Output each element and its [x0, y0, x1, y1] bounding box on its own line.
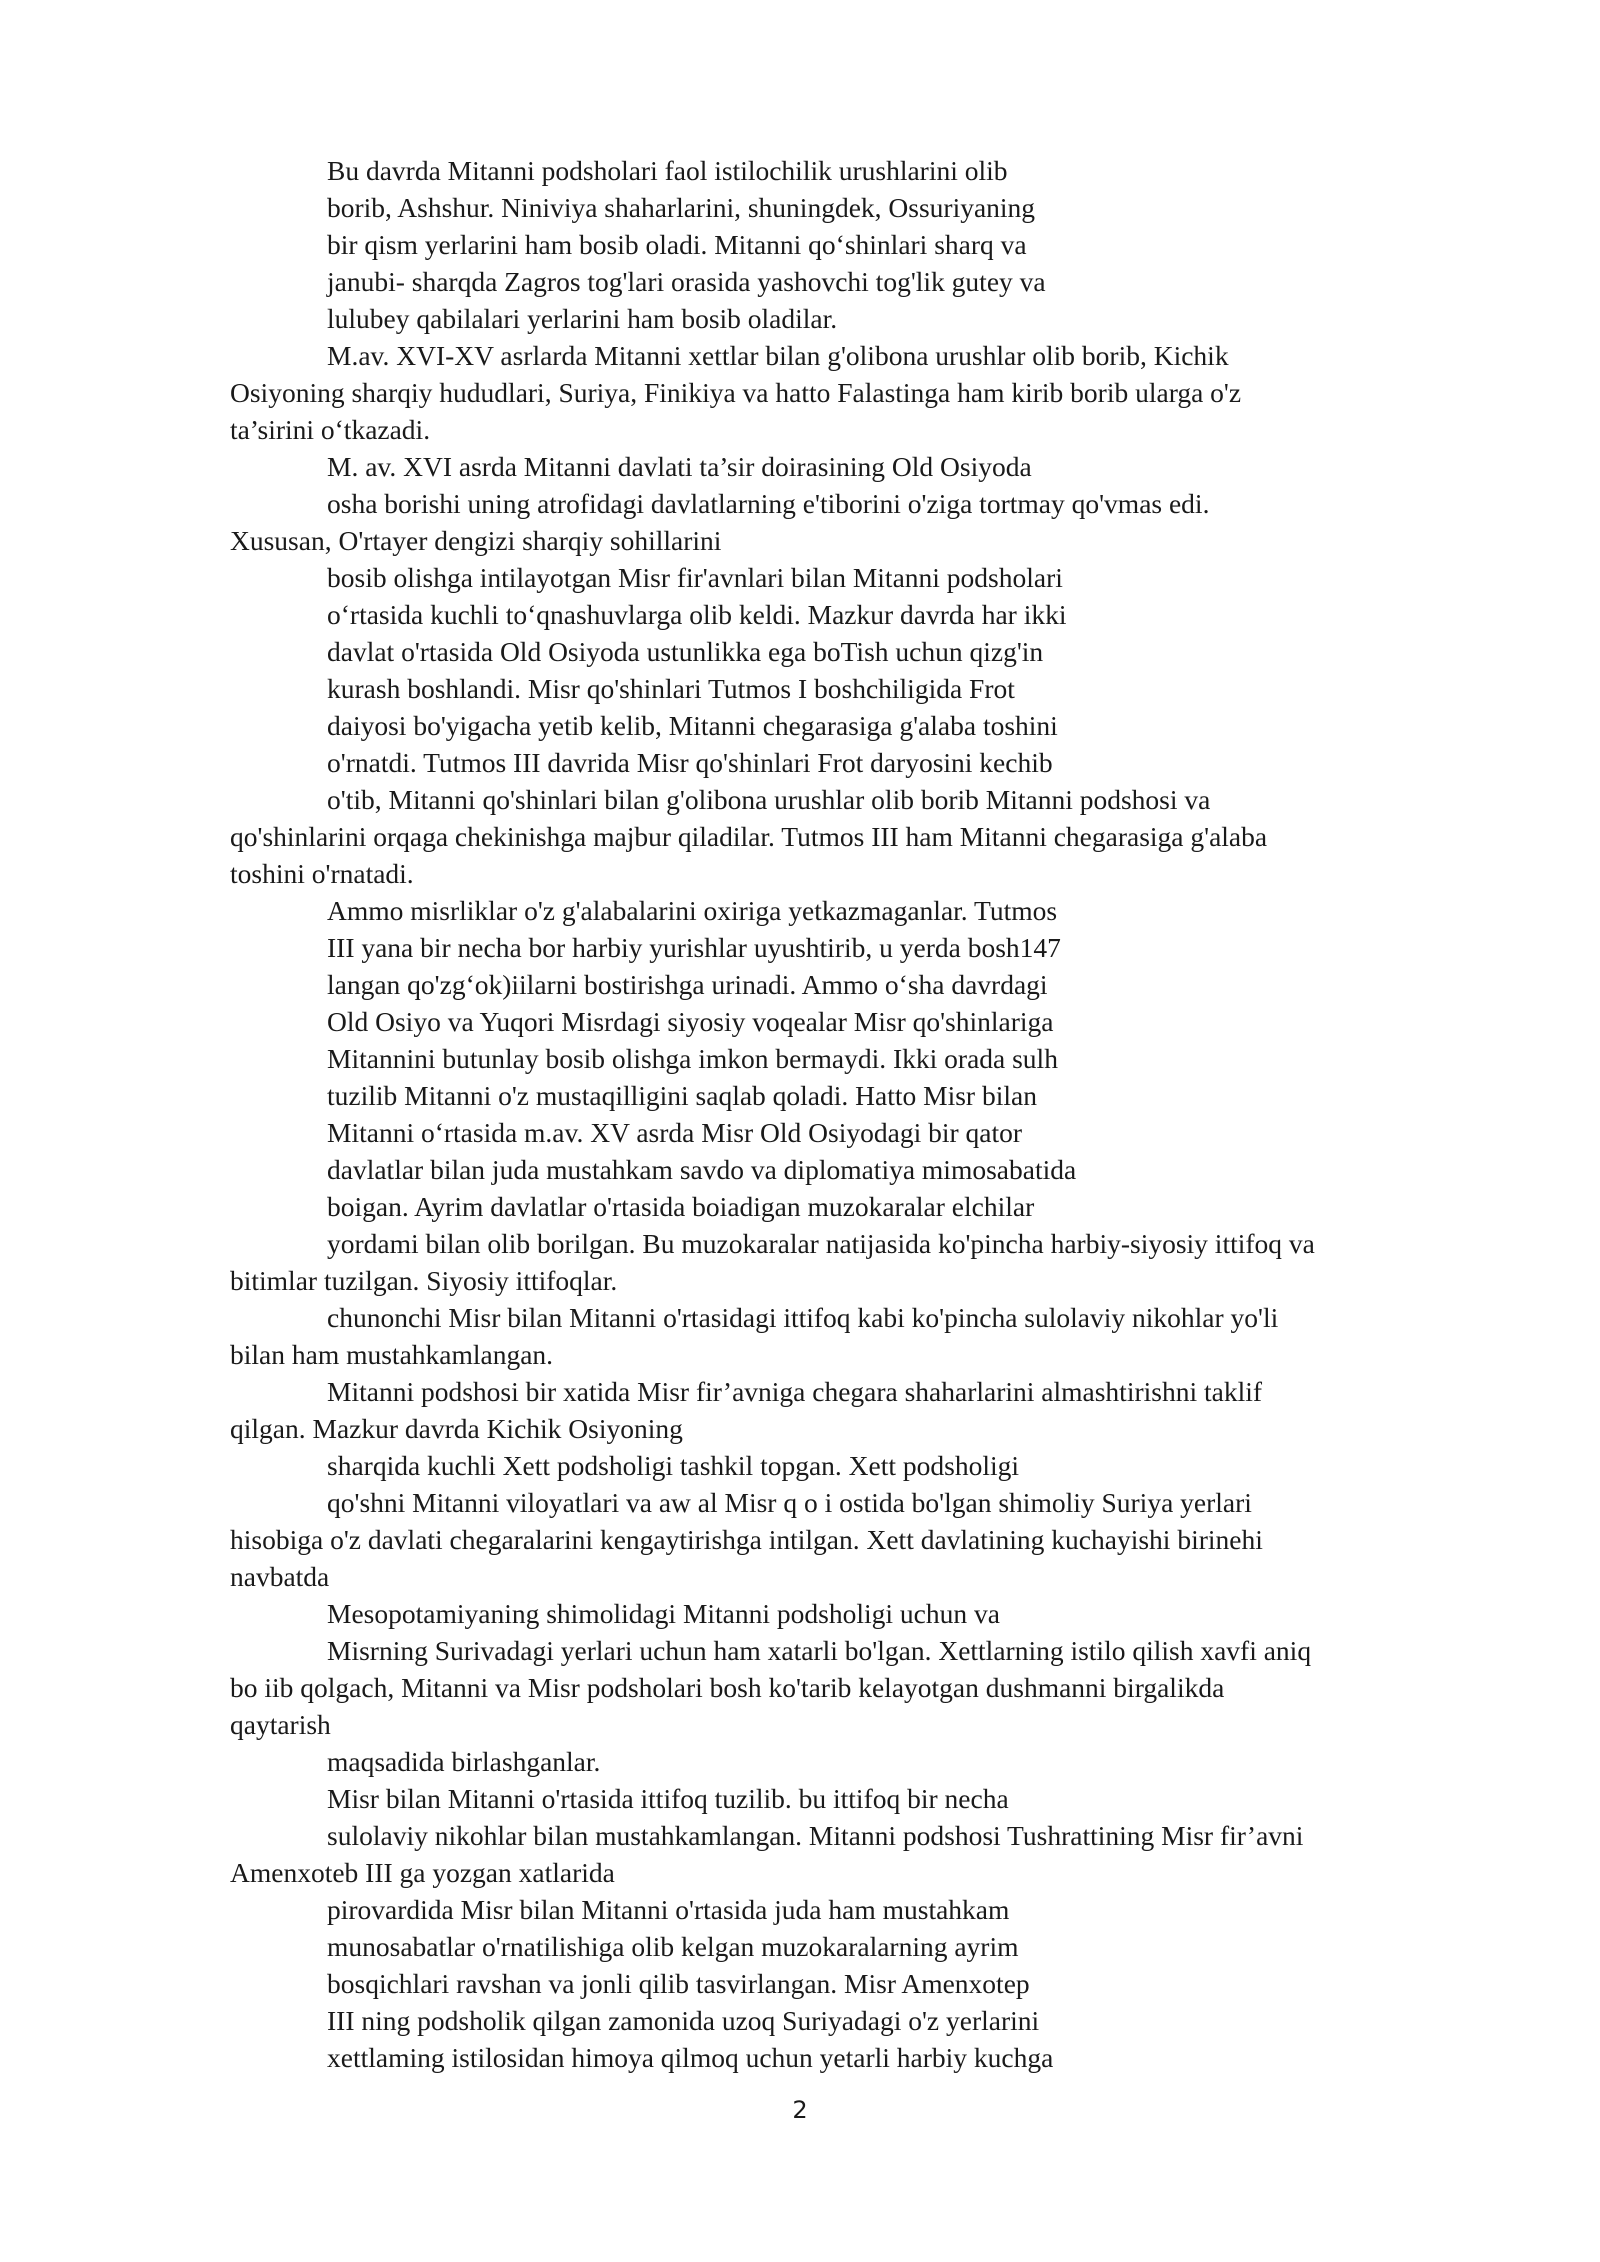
text-line: Osiyoning sharqiy hududlari, Suriya, Finikiya va hatto Falastinga ham kirib borib ularga o'z	[230, 377, 1242, 408]
text-line: III ning podsholik qilgan zamonida uzoq Suriyadagi o'z yerlarini	[327, 2005, 1040, 2036]
text-line: bo iib qolgach, Mitanni va Misr podsholari bosh ko'tarib kelayotgan dushmanni birgalikda	[230, 1672, 1225, 1703]
text-line: bitimlar tuzilgan. Siyosiy ittifoqlar.	[230, 1265, 618, 1296]
text-line: munosabatlar o'rnatilishiga olib kelgan muzokaralarning ayrim	[327, 1931, 1019, 1962]
text-line: qilgan. Mazkur davrda Kichik Osiyoning	[230, 1413, 683, 1444]
text-line: Ammo misrliklar o'z g'alabalarini oxiriga yetkazmaganlar. Tutmos	[327, 895, 1058, 926]
text-line: qaytarish	[230, 1709, 331, 1740]
text-line: bosqichlari ravshan va jonli qilib tasvirlangan. Misr Amenxotep	[327, 1968, 1030, 1999]
text-line: Old Osiyo va Yuqori Misrdagi siyosiy voqealar Misr qo'shinlariga	[327, 1006, 1054, 1037]
text-line: xettlaming istilosidan himoya qilmoq uchun yetarli harbiy kuchga	[327, 2042, 1054, 2073]
text-line: borib, Ashshur. Niniviya shaharlarini, shuningdek, Ossuriyaning	[327, 192, 1036, 223]
text-line: o'tib, Mitanni qo'shinlari bilan g'olibona urushlar olib borib Mitanni podshosi va	[327, 784, 1211, 815]
text-line: III yana bir necha bor harbiy yurishlar uyushtirib, u yerda bosh147	[327, 932, 1061, 963]
text-line: tuzilib Mitanni o'z mustaqilligini saqlab qoladi. Hatto Misr bilan	[327, 1080, 1037, 1111]
text-line: Mesopotamiyaning shimolidagi Mitanni podsholigi uchun va	[327, 1598, 1000, 1629]
text-line: langan qo'zg‘ok)iilarni bostirishga urinadi. Ammo o‘sha davrdagi	[327, 969, 1048, 1000]
text-line: sharqida kuchli Xett podsholigi tashkil topgan. Xett podsholigi	[327, 1450, 1020, 1481]
text-line: Misr bilan Mitanni o'rtasida ittifoq tuzilib. bu ittifoq bir necha	[327, 1783, 1009, 1814]
text-line: yordami bilan olib borilgan. Bu muzokaralar natijasida ko'pincha harbiy-siyosiy ittifoq va	[327, 1228, 1315, 1259]
text-line: Xususan, O'rtayer dengizi sharqiy sohillarini	[230, 525, 722, 556]
text-line: bir qism yerlarini ham bosib oladi. Mitanni qo‘shinlari sharq va	[327, 229, 1027, 260]
text-line: kurash boshlandi. Misr qo'shinlari Tutmos I boshchiligida Frot	[327, 673, 1015, 704]
page-number: 2	[792, 2096, 808, 2124]
text-line: lulubey qabilalari yerlarini ham bosib oladilar.	[327, 303, 838, 334]
text-line: janubi- sharqda Zagros tog'lari orasida yashovchi tog'lik gutey va	[327, 266, 1046, 297]
text-line: Mitanni podshosi bir xatida Misr fir’avniga chegara shaharlarini almashtirishni taklif	[327, 1376, 1263, 1407]
body-text	[230, 152, 1510, 2076]
text-line: Mitanni o‘rtasida m.av. XV asrda Misr Old Osiyodagi bir qator	[327, 1117, 1023, 1148]
text-line: qo'shni Mitanni viloyatlari va aw al Misr q o i ostida bo'lgan shimoliy Suriya yerlari	[327, 1487, 1252, 1518]
text-line: Bu davrda Mitanni podsholari faol istilochilik urushlarini olib	[327, 155, 1008, 186]
text-line: pirovardida Misr bilan Mitanni o'rtasida juda ham mustahkam	[327, 1894, 1010, 1925]
text-line: M. av. XVI asrda Mitanni davlati ta’sir doirasining Old Osiyoda	[327, 451, 1032, 482]
text-line: o'rnatdi. Tutmos III davrida Misr qo'shinlari Frot daryosini kechib	[327, 747, 1053, 778]
text-line: bosib olishga intilayotgan Misr fir'avnlari bilan Mitanni podsholari	[327, 562, 1063, 593]
text-line: bilan ham mustahkamlangan.	[230, 1339, 554, 1370]
text-line: Mitannini butunlay bosib olishga imkon bermaydi. Ikki orada sulh	[327, 1043, 1058, 1074]
text-line: davlatlar bilan juda mustahkam savdo va diplomatiya mimosabatida	[327, 1154, 1077, 1185]
text-line: chunonchi Misr bilan Mitanni o'rtasidagi ittifoq kabi ko'pincha sulolaviy nikohlar yo'li	[327, 1302, 1279, 1333]
text-line: Amenxoteb III ga yozgan xatlarida	[230, 1857, 615, 1888]
text-line: osha borishi uning atrofidagi davlatlarning e'tiborini o'ziga tortmay qo'vmas edi.	[327, 488, 1210, 519]
text-line: daiyosi bo'yigacha yetib kelib, Mitanni chegarasiga g'alaba toshini	[327, 710, 1058, 741]
text-line: maqsadida birlashganlar.	[327, 1746, 601, 1777]
text-line: Misrning Surivadagi yerlari uchun ham xatarli bo'lgan. Xettlarning istilo qilish xavfi aniq	[327, 1635, 1312, 1666]
text-line: ta’sirini o‘tkazadi.	[230, 414, 431, 445]
text-line: sulolaviy nikohlar bilan mustahkamlangan. Mitanni podshosi Tushrattining Misr fir’avni	[327, 1820, 1304, 1851]
text-line: davlat o'rtasida Old Osiyoda ustunlikka ega boTish uchun qizg'in	[327, 636, 1044, 667]
text-line: qo'shinlarini orqaga chekinishga majbur qiladilar. Tutmos III ham Mitanni chegarasiga g'alaba	[230, 821, 1268, 852]
text-line: toshini o'rnatadi.	[230, 858, 414, 889]
text-line: M.av. XVI-XV asrlarda Mitanni xettlar bilan g'olibona urushlar olib borib, Kichik	[327, 340, 1229, 371]
text-line: navbatda	[230, 1561, 330, 1592]
text-line: boigan. Ayrim davlatlar o'rtasida boiadigan muzokaralar elchilar	[327, 1191, 1035, 1222]
text-line: hisobiga o'z davlati chegaralarini kengaytirishga intilgan. Xett davlatining kuchayishi birinehi	[230, 1524, 1263, 1555]
text-line: o‘rtasida kuchli to‘qnashuvlarga olib keldi. Mazkur davrda har ikki	[327, 599, 1067, 630]
